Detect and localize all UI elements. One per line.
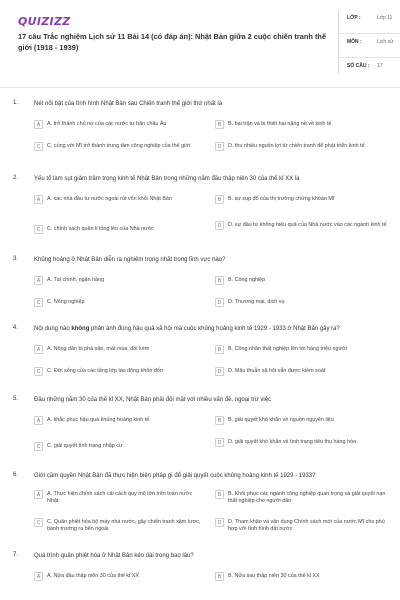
question-text: Giới cầm quyền Nhật Bản đã thực hiện biện pháp gì để giải quyết cuộc khủng hoảng kinh tế 1929 - 1933? <box>34 473 316 479</box>
option-text: B. Công nghiệp <box>228 276 266 283</box>
option-b[interactable] <box>215 490 387 506</box>
question-text-after: phản ánh đúng hậu quả xã hội mà cuộc khủng hoảng kinh tế 1929 - 1933 ở Nhật Bản gây ra? <box>89 326 340 332</box>
option-b[interactable] <box>215 572 387 581</box>
option-a[interactable] <box>34 490 204 506</box>
option-d[interactable] <box>215 438 387 447</box>
option-text: B. Khôi phục các ngành công nghiệp quan trọng và giải quyết nạn thất nghiệp cho người dân <box>228 490 386 505</box>
option-letter-box: A <box>34 490 43 499</box>
meta-class-value: Lớp 11 <box>377 15 393 21</box>
option-text: A. Nông dân bị phá sản, mất mùa, đói kém <box>47 345 150 352</box>
option-letter-box: D <box>215 298 224 307</box>
question-text: Đầu những năm 30 của thế kỉ XX, Nhật Bản phải đối mặt với nhiều vấn đề, ngoại trừ việc <box>34 397 272 403</box>
option-a[interactable] <box>34 416 204 425</box>
option-d[interactable] <box>215 221 387 230</box>
option-c[interactable] <box>34 518 204 534</box>
option-a[interactable] <box>34 276 204 285</box>
option-text: A. Nửa đầu thập niên 30 của thế kỉ XX <box>47 572 140 579</box>
option-letter-box: B <box>215 572 224 581</box>
option-letter-box: B <box>215 345 224 354</box>
option-d[interactable] <box>215 518 387 534</box>
meta-count <box>339 58 400 74</box>
option-letter-box: A <box>34 416 43 425</box>
option-b[interactable] <box>215 120 387 129</box>
option-a[interactable] <box>34 120 204 129</box>
option-text: C. chính sách quản lí lỏng lẻo của Nhà nước <box>47 225 154 232</box>
header-divider <box>0 87 400 88</box>
option-a[interactable] <box>34 572 204 581</box>
question-text <box>34 325 384 333</box>
question-number: 3. <box>13 256 19 262</box>
option-b[interactable] <box>215 195 387 204</box>
option-letter-box: C <box>34 367 43 376</box>
option-text: C. giải quyết tình trạng nhập cư <box>47 442 123 449</box>
option-letter-box: B <box>215 195 224 204</box>
option-c[interactable] <box>34 442 204 451</box>
meta-count-value: 17 <box>377 63 383 69</box>
meta-class-key: LỚP : <box>347 15 361 21</box>
meta-subject-key: MÔN : <box>347 39 362 45</box>
option-b[interactable] <box>215 345 387 354</box>
option-a[interactable] <box>34 345 204 354</box>
question-number: 6. <box>13 472 19 478</box>
meta-subject <box>339 34 400 58</box>
question-number: 5. <box>13 396 19 402</box>
option-text: A. Tài chính, ngân hàng <box>47 276 105 283</box>
option-letter-box: B <box>215 276 224 285</box>
option-letter-box: A <box>34 276 43 285</box>
option-letter-box: D <box>215 367 224 376</box>
option-letter-box: A <box>34 572 43 581</box>
quizizz-logo: QUIZIZZ <box>18 15 71 28</box>
option-letter-box: A <box>34 195 43 204</box>
option-letter-box: B <box>215 416 224 425</box>
meta-class <box>339 10 400 34</box>
meta-count-key: SỐ CÂU : <box>347 63 370 69</box>
question-text-before: Nội dung nào <box>34 326 72 332</box>
option-text: C. Nông nghiệp <box>47 298 85 305</box>
question-text: Khủng hoảng ở Nhật Bản diễn ra nghiêm trọng nhất trong lĩnh vực nào? <box>34 257 226 263</box>
option-letter-box: D <box>215 221 224 230</box>
option-c[interactable] <box>34 142 204 151</box>
option-text: D. Tham khảo và vận dụng Chính sách mới của nước Mĩ cho phù hợp với tình hình đất nước <box>228 518 385 533</box>
question-text: Yếu tố làm sụt giảm trầm trọng kinh tế Nhật Bản trong những năm đầu thập niên 30 của thế kỉ XX là <box>34 176 300 182</box>
option-letter-box: D <box>215 438 224 447</box>
option-letter-box: D <box>215 142 224 151</box>
option-text: D. sự đầu tư không hiệu quả của Nhà nước vào các ngành kinh tế <box>228 221 387 228</box>
option-d[interactable] <box>215 367 387 376</box>
meta-subject-value: Lịch sử <box>377 39 394 45</box>
option-text: B. Công nhân thất nghiệp lên tới hàng triệu người <box>228 345 347 352</box>
question-number: 4. <box>13 325 19 331</box>
option-text: B. Nửa sau thập niên 30 của thế kỉ XX <box>228 572 320 579</box>
option-text: A. các nhà đầu tư nước ngoài rút vốn khỏi Nhật Bản <box>47 195 172 202</box>
option-letter-box: D <box>215 518 224 527</box>
option-letter-box: C <box>34 225 43 234</box>
option-letter-box: A <box>34 345 43 354</box>
question-number: 2. <box>13 175 19 181</box>
option-letter-box: B <box>215 120 224 129</box>
option-text: C. cùng với Mĩ trở thành trung tâm công nghiệp của thế giới <box>47 142 191 149</box>
option-text: D. Thương mại, dịch vụ <box>228 298 285 305</box>
option-text: D. Mâu thuẫn xã hội vẫn được kiềm soát <box>228 367 326 374</box>
question-text: Nét nổi bật của tình hình Nhật Bản sau Chiến tranh thế giới thứ nhất là <box>34 101 223 107</box>
option-b[interactable] <box>215 276 387 285</box>
option-c[interactable] <box>34 367 204 376</box>
option-text: D. thu nhiều nguồn lợi từ chiến tranh để phát triển kinh tế <box>228 142 365 149</box>
option-text: B. sự sụp đổ của thị trường chứng khoán Mĩ <box>228 195 335 202</box>
option-letter-box: C <box>34 142 43 151</box>
option-letter-box: C <box>34 442 43 451</box>
worksheet-meta <box>338 10 400 74</box>
option-text: A. trở thành chủ nợ của các nước tư bản châu Âu <box>47 120 167 127</box>
option-text: D. giải quyết khó khăn về tình trạng tiêu thụ hàng hóa <box>228 438 356 445</box>
option-d[interactable] <box>215 298 387 307</box>
option-c[interactable] <box>34 298 204 307</box>
worksheet-header <box>12 10 394 78</box>
question-number: 1. <box>13 100 19 106</box>
option-text: A. khắc phục hậu quả khủng hoảng kinh tế <box>47 416 150 423</box>
option-text: B. bại trận và bị thiệt hại nặng nề về kinh tế <box>228 120 332 127</box>
option-text: C. Đời sống của các tầng lớp lao động khốn đốn <box>47 367 163 374</box>
option-b[interactable] <box>215 416 387 425</box>
question-text: Quá trình quân phiệt hóa ở Nhật Bản kéo dài trong bao lâu? <box>34 553 194 559</box>
option-letter-box: C <box>34 298 43 307</box>
question-text-emphasis: không <box>71 326 90 332</box>
worksheet-title: 17 câu Trắc nghiệm Lịch sử 11 Bài 14 (có đáp án): Nhật Bản giữa 2 cuộc chiến tranh thế giới (1918 - 1939) <box>18 32 327 52</box>
question-number: 7. <box>13 552 19 558</box>
option-text: A. Thực hiện chính sách cải cách quy mô lớn trên toàn nước Nhật <box>47 490 193 505</box>
option-d[interactable] <box>215 142 387 151</box>
option-letter-box: A <box>34 120 43 129</box>
option-c[interactable] <box>34 225 204 234</box>
option-letter-box: C <box>34 518 43 527</box>
option-text: C. Quân phiệt hóa bộ máy nhà nước, gây chiến tranh xâm lược, bành trướng ra bên ngoài <box>47 518 201 533</box>
option-text: B. giải quyết khó khăn về nguồn nguyên liệu <box>228 416 334 423</box>
option-a[interactable] <box>34 195 204 204</box>
option-letter-box: B <box>215 490 224 499</box>
